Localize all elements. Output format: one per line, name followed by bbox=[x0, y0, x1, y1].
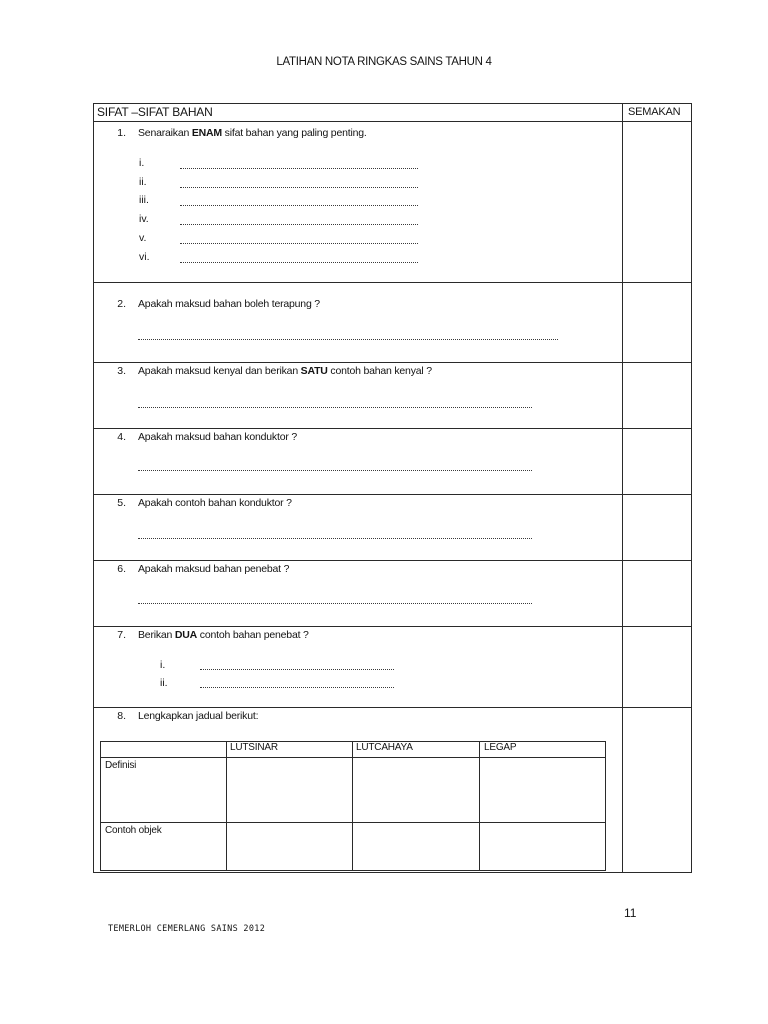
question-1-emphasis: ENAM bbox=[191, 127, 222, 139]
question-8-text: Lengkapkan jadual berikut: bbox=[138, 710, 259, 722]
table-col-divider bbox=[479, 741, 480, 871]
q1-roman-3: iii. bbox=[139, 194, 149, 206]
question-3-number: 3. bbox=[117, 365, 126, 377]
table-row-contoh-objek: Contoh objek bbox=[105, 825, 162, 836]
q7-answer-line-1[interactable] bbox=[200, 669, 394, 670]
q1-roman-1: i. bbox=[139, 157, 145, 169]
table-header-lutsinar: LUTSINAR bbox=[230, 742, 278, 753]
q1-answer-line-6[interactable] bbox=[180, 262, 418, 263]
table-col-divider bbox=[226, 741, 227, 871]
table-row-definisi: Definisi bbox=[105, 760, 137, 771]
header-divider bbox=[93, 121, 692, 122]
page-number: 11 bbox=[624, 906, 637, 920]
q1-answer-line-3[interactable] bbox=[180, 205, 418, 206]
question-1-number: 1. bbox=[117, 127, 126, 139]
q4-answer-line[interactable] bbox=[138, 470, 532, 471]
q7-roman-2: ii. bbox=[160, 677, 168, 689]
table-row-divider bbox=[100, 822, 606, 823]
q7-roman-1: i. bbox=[160, 659, 166, 671]
question-7-number: 7. bbox=[117, 629, 126, 641]
question-4-text: Apakah maksud bahan konduktor ? bbox=[138, 431, 297, 443]
row-divider bbox=[93, 560, 692, 561]
q3-answer-line[interactable] bbox=[138, 407, 532, 408]
question-2-number: 2. bbox=[117, 298, 126, 310]
table-col-divider bbox=[352, 741, 353, 871]
q1-roman-6: vi. bbox=[139, 251, 150, 263]
row-divider bbox=[93, 626, 692, 627]
table-row-divider bbox=[100, 757, 606, 758]
q6-answer-line[interactable] bbox=[138, 603, 532, 604]
row-divider bbox=[93, 428, 692, 429]
question-3-text: Apakah maksud kenyal dan berikan SATU contoh bahan kenyal ? bbox=[138, 365, 432, 377]
row-divider bbox=[93, 707, 692, 708]
q1-roman-4: iv. bbox=[139, 213, 149, 225]
footer-text: TEMERLOH CEMERLANG SAINS 2012 bbox=[108, 924, 266, 934]
page-title: LATIHAN NOTA RINGKAS SAINS TAHUN 4 bbox=[276, 56, 492, 68]
question-6-number: 6. bbox=[117, 563, 126, 575]
table-header-lutcahaya: LUTCAHAYA bbox=[356, 742, 413, 753]
properties-table bbox=[100, 741, 606, 871]
table-header-legap: LEGAP bbox=[484, 742, 517, 753]
question-7-emphasis: DUA bbox=[174, 629, 198, 641]
question-3-emphasis: SATU bbox=[300, 365, 328, 377]
question-8-number: 8. bbox=[117, 710, 126, 722]
question-4-number: 4. bbox=[117, 431, 126, 443]
q5-answer-line[interactable] bbox=[138, 538, 532, 539]
q1-answer-line-5[interactable] bbox=[180, 243, 418, 244]
semakan-heading: SEMAKAN bbox=[628, 106, 681, 118]
column-divider bbox=[622, 103, 623, 873]
question-5-text: Apakah contoh bahan konduktor ? bbox=[138, 497, 292, 509]
question-5-number: 5. bbox=[117, 497, 126, 509]
section-heading: SIFAT –SIFAT BAHAN bbox=[97, 105, 213, 119]
q1-roman-2: ii. bbox=[139, 176, 147, 188]
q7-answer-line-2[interactable] bbox=[200, 687, 394, 688]
row-divider bbox=[93, 282, 692, 283]
row-divider bbox=[93, 362, 692, 363]
q2-answer-line[interactable] bbox=[138, 339, 558, 340]
question-6-text: Apakah maksud bahan penebat ? bbox=[138, 563, 290, 575]
q1-answer-line-1[interactable] bbox=[180, 168, 418, 169]
q1-roman-5: v. bbox=[139, 232, 147, 244]
question-7-text: Berikan DUA contoh bahan penebat ? bbox=[138, 629, 309, 641]
q1-answer-line-4[interactable] bbox=[180, 224, 418, 225]
row-divider bbox=[93, 494, 692, 495]
q1-answer-line-2[interactable] bbox=[180, 187, 418, 188]
question-2-text: Apakah maksud bahan boleh terapung ? bbox=[138, 298, 320, 310]
question-1-text: Senaraikan ENAM sifat bahan yang paling penting. bbox=[138, 127, 367, 139]
